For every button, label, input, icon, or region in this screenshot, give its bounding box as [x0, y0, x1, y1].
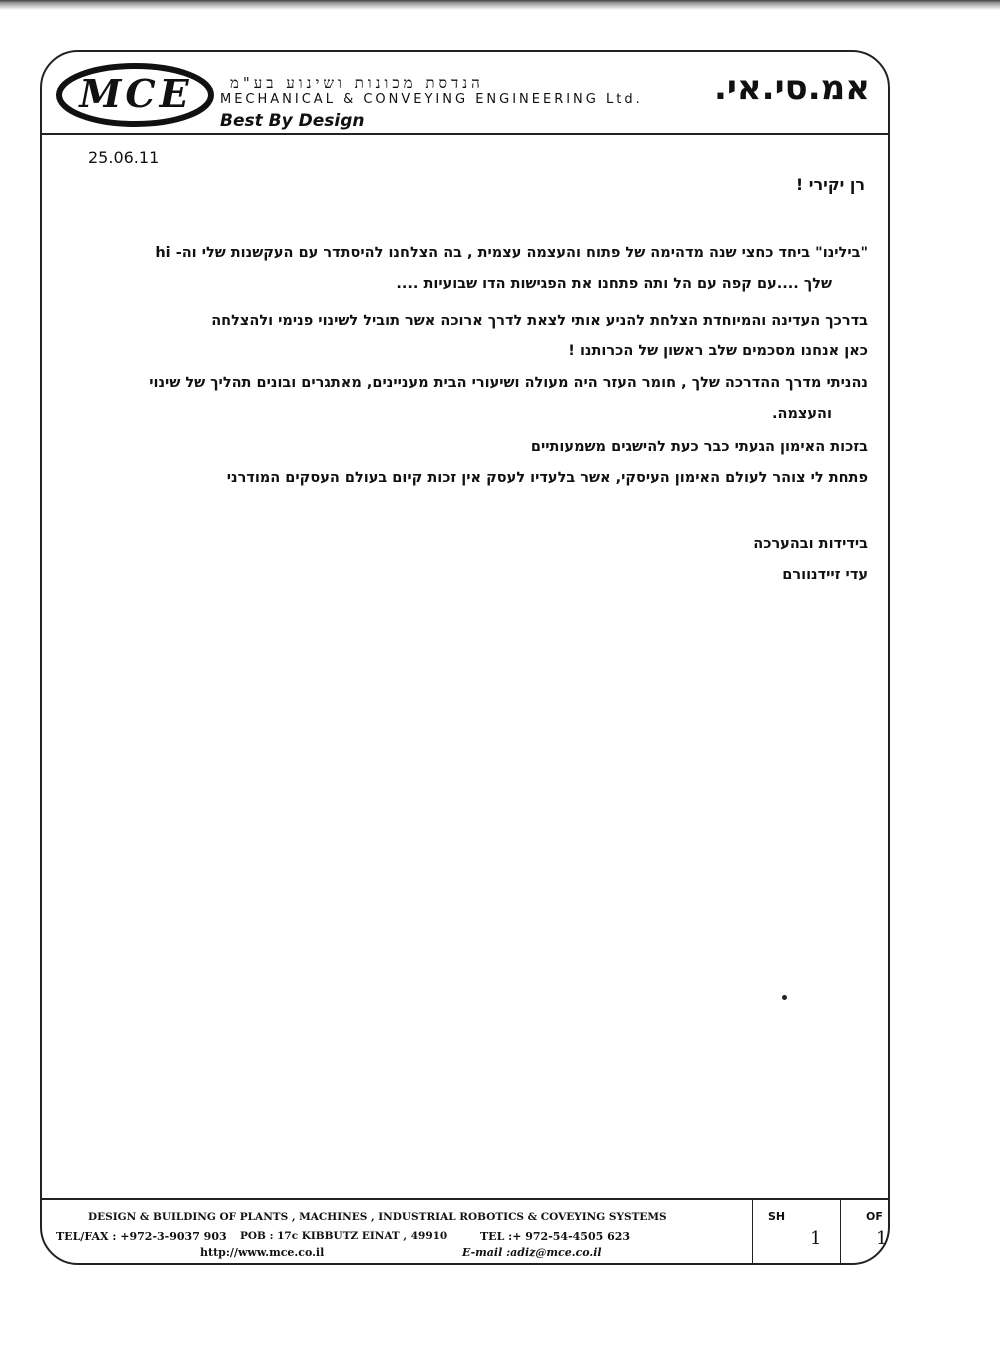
footer-column-divider — [752, 1198, 753, 1264]
footer-telfax: TEL/FAX : +972-3-9037 903 — [56, 1230, 227, 1243]
scan-edge — [0, 0, 1000, 10]
letter-closing: בידידות ובהערכה — [753, 536, 868, 552]
letter-line: בזכות האימון הגעתי כבר כעת להישגים משמעותיים — [530, 439, 868, 455]
scan-speck — [782, 995, 787, 1000]
sheet-number: 1 — [810, 1228, 822, 1249]
footer-services: DESIGN & BUILDING OF PLANTS , MACHINES , INDUSTRIAL ROBOTICS & COVEYING SYSTEMS — [88, 1211, 667, 1223]
english-company-name: MECHANICAL & CONVEYING ENGINEERING Ltd. — [220, 92, 643, 107]
footer-divider — [42, 1198, 888, 1200]
letter-line: נהניתי מדרך ההדרכה שלך , חומר העזר היה מעולה ושיעורי הבית מעניינים, מאתגרים ובונים תהליך של שינוי — [149, 375, 868, 391]
footer-website: http://www.mce.co.il — [200, 1246, 325, 1259]
footer-column-divider — [840, 1198, 841, 1264]
hebrew-brand-name: אמ.סי.אי. — [714, 68, 870, 108]
letter-signature: עדי זיידנוורם — [782, 567, 868, 583]
letter-line: שלך ....עם קפה עם הל ותה פתחנו את הפגישות הדו שבועיות .... — [396, 276, 832, 292]
letterhead-frame — [40, 50, 890, 1265]
company-tagline: Best By Design — [220, 111, 365, 131]
total-sheets: 1 — [876, 1228, 888, 1249]
letter-line: בדרכך העדינה והמיוחדת הצלחת להניע אותי לצאת לדרך ארוכה אשר תוביל לשינוי פנימי ולהצלחה — [211, 313, 868, 329]
letter-line: "בילינו" ביחד כחצי שנה מדהימה של פתוח והעצמה עצמית , בה הצלחנו להיסתדר עם העקשנות שלי וה- hi — [155, 245, 868, 261]
footer-tel: TEL :+ 972-54-4505 623 — [480, 1230, 631, 1243]
letter-date: 25.06.11 — [88, 148, 160, 167]
footer-pob: POB : 17c KIBBUTZ EINAT , 49910 — [240, 1230, 448, 1242]
letter-greeting: רן יקירי ! — [795, 175, 865, 194]
logo-text: MCE — [79, 71, 193, 116]
letter-line: כאן אנחנו מסכמים שלב ראשון של הכרותנו ! — [568, 343, 868, 359]
footer-email: E-mail :adiz@mce.co.il — [462, 1246, 602, 1259]
header-divider — [42, 133, 888, 135]
letter-line: פתחת לי צוהר לעולם האימון העיסקי, אשר בלעדיו לעסק אין זכות קיום בעולם העסקים המודרני — [226, 470, 868, 486]
letter-line: והעצמה. — [771, 406, 832, 422]
sheet-label: SH — [768, 1210, 786, 1223]
hebrew-company-subtitle: הנדסת מכונות ושינוע בע"מ — [230, 74, 484, 92]
of-label: OF — [866, 1210, 883, 1223]
